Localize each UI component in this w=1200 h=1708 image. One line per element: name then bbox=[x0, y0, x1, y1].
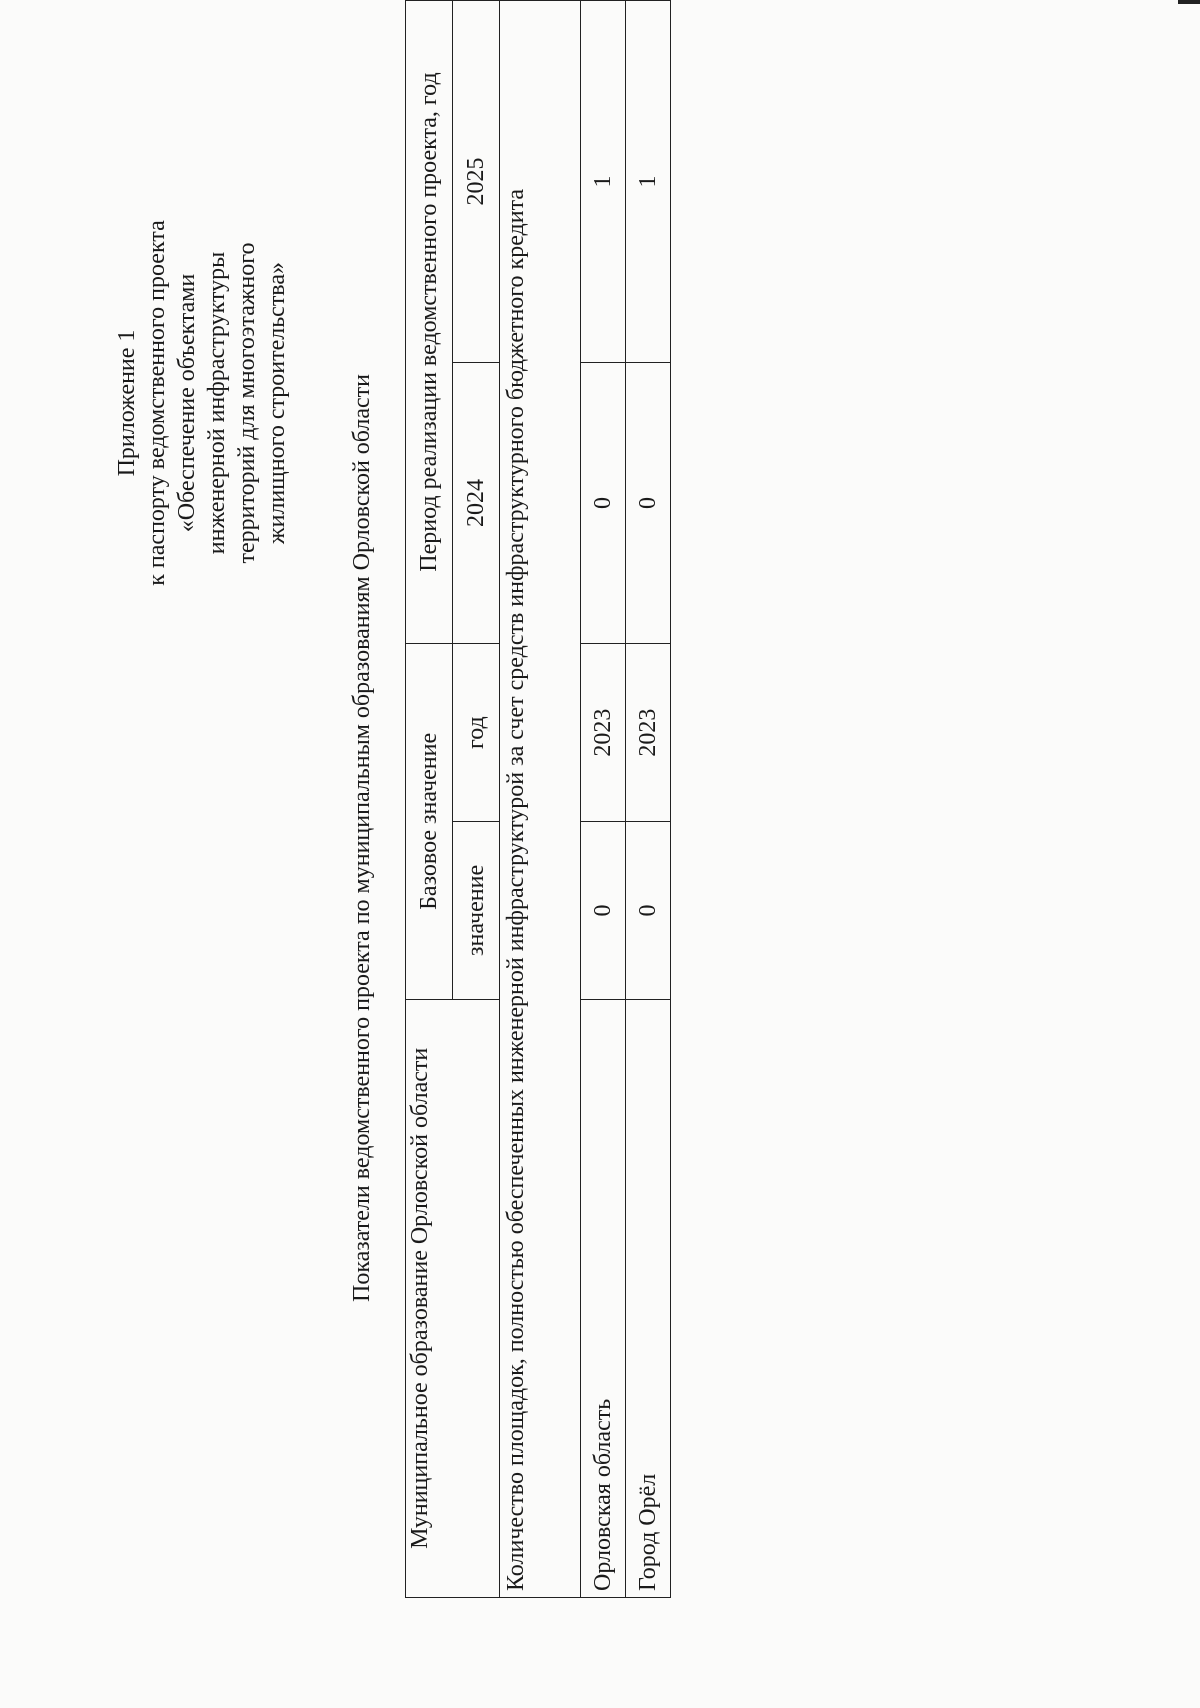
annex-line: территорий для многоэтажного bbox=[234, 242, 260, 564]
subheader-2025: 2025 bbox=[453, 1, 500, 363]
row-2024: 0 bbox=[626, 362, 671, 643]
row-2025: 1 bbox=[626, 1, 671, 363]
document-title: Показатели ведомственного проекта по муниципальным образованиям Орловской области bbox=[349, 373, 375, 1303]
annex-line: Приложение 1 bbox=[114, 329, 140, 477]
subheader-value: значение bbox=[453, 822, 500, 999]
header-base-value: Базовое значение bbox=[406, 644, 453, 1000]
row-year: 2023 bbox=[581, 644, 626, 822]
indicators-table bbox=[405, 0, 671, 1598]
annex-line: к паспорту ведомственного проекта bbox=[144, 220, 170, 586]
subheader-year: год bbox=[453, 644, 500, 822]
subheader-2024: 2024 bbox=[453, 362, 500, 643]
indicator-name: Количество площадок, полностью обеспеченных инженерной инфраструктурой за счет средств инфраструктурного бюджетного кредита bbox=[500, 1, 581, 1598]
row-value: 0 bbox=[626, 822, 671, 999]
header-municipality: Муниципальное образование Орловской области bbox=[406, 999, 500, 1597]
table-header-row bbox=[406, 1, 453, 1598]
row-year: 2023 bbox=[626, 644, 671, 822]
row-municipality: Город Орёл bbox=[626, 999, 671, 1597]
annex-line: «Обеспечение объектами bbox=[174, 273, 200, 533]
annex-line: инженерной инфраструктуры bbox=[204, 251, 230, 555]
row-value: 0 bbox=[581, 822, 626, 999]
table-row bbox=[581, 1, 626, 1598]
table-row bbox=[626, 1, 671, 1598]
annex-note bbox=[112, 163, 292, 643]
row-municipality: Орловская область bbox=[581, 999, 626, 1597]
header-period: Период реализации ведомственного проекта, год bbox=[406, 1, 453, 644]
annex-line: жилищного строительства» bbox=[264, 262, 290, 544]
row-2025: 1 bbox=[581, 1, 626, 363]
indicator-row bbox=[500, 1, 581, 1598]
row-2024: 0 bbox=[581, 362, 626, 643]
